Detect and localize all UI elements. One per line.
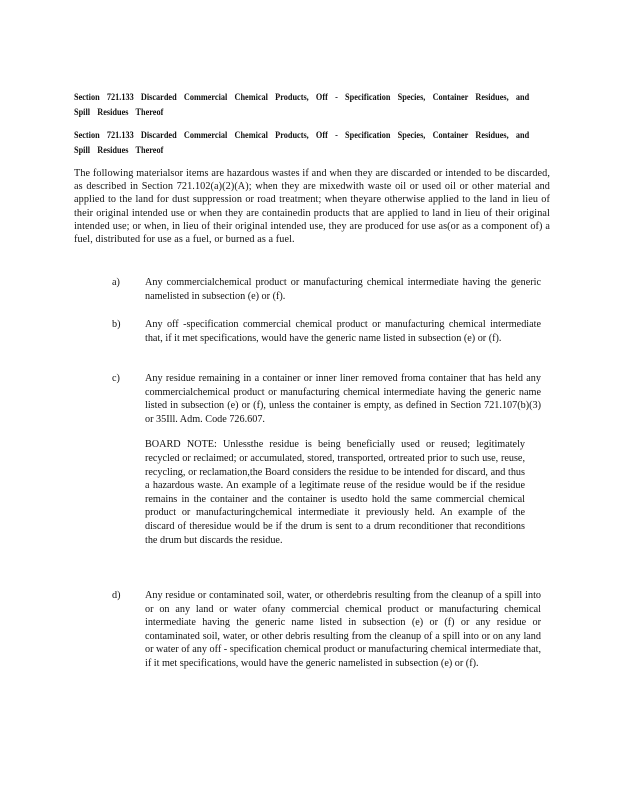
list-item-d xyxy=(112,589,552,671)
list-item-text: Any residue remaining in a container or inner liner removed froma container that has held any commercialchemical product or manufacturing chemical intermediate having the generic name listed in subsection (e) or (f), unless the container is empty, as defined in Section 721.107(b)(3) or 35Ill. Adm. Code 726.607. xyxy=(145,373,541,425)
list-item-text: Any residue or contaminated soil, water, or otherdebris resulting from the cleanup of a spill into or on any land or water ofany commercial chemical product or manufacturing chemical intermediate having the generic name listed in subsection (e) or (f) or any residue or contaminated soil, water, or other debris resulting from the cleanup of a spill into or on any land or water of any off - specification chemical product or manufacturing chemical intermediate that, if it met specifications, would have the generic namelisted in subsection (e) or (f). xyxy=(145,590,541,669)
list-item-c xyxy=(112,372,552,547)
list-marker: c) xyxy=(112,373,120,384)
board-note: BOARD NOTE: Unlessthe residue is being beneficially used or reused; legitimately recycled or reclaimed; or accumulated, stored, transported, ortreated prior to such use, reuse, recycling, or reclamation,the Board considers the residue to be intended for discard, and thus a hazardous waste. An example of a legitimate reuse of the residue would be if the residue remains in the container and the container is usedto hold the same commercial chemical product or manufacturingchemical intermediate it previously held. An example of the discard of theresidue would be if the drum is sent to a drum reconditioner that reconditions the drum but discards the residue. xyxy=(145,439,525,546)
intro-paragraph: The following materialsor items are hazardous wastes if and when they are discarded or intended to be discarded, as described in Section 721.102(a)(2)(A); when they are mixedwith waste oil or used oil or other material and applied to the land for dust suppression or road treatment; when theyare otherwise applied to the land in lieu of their original intended use or when they are containedin products that are applied to land in lieu of their original intended use; or when, in lieu of their original intended use, they are produced for use as(or as a component of) a fuel, distributed for use as a fuel, or burned as a fuel. xyxy=(74,168,550,246)
section-heading: Section 721.133 Discarded Commercial Chemical Products, Off - Specification Species, Container Residues, and Spill Residues Thereof xyxy=(74,92,530,118)
list-item-text: Any commercialchemical product or manufacturing chemical intermediate having the generic namelisted in subsection (e) or (f). xyxy=(145,277,541,302)
list-item-b xyxy=(112,318,552,345)
list-item-text: Any off -specification commercial chemical product or manufacturing chemical intermediate that, if it met specifications, would have the generic name listed in subsection (e) or (f). xyxy=(145,319,541,344)
list-marker: d) xyxy=(112,590,121,601)
section-heading-repeat: Section 721.133 Discarded Commercial Chemical Products, Off - Specification Species, Container Residues, and Spill Residues Thereof xyxy=(74,130,530,156)
list-marker: b) xyxy=(112,319,121,330)
list-item-a xyxy=(112,276,552,303)
list-marker: a) xyxy=(112,277,120,288)
